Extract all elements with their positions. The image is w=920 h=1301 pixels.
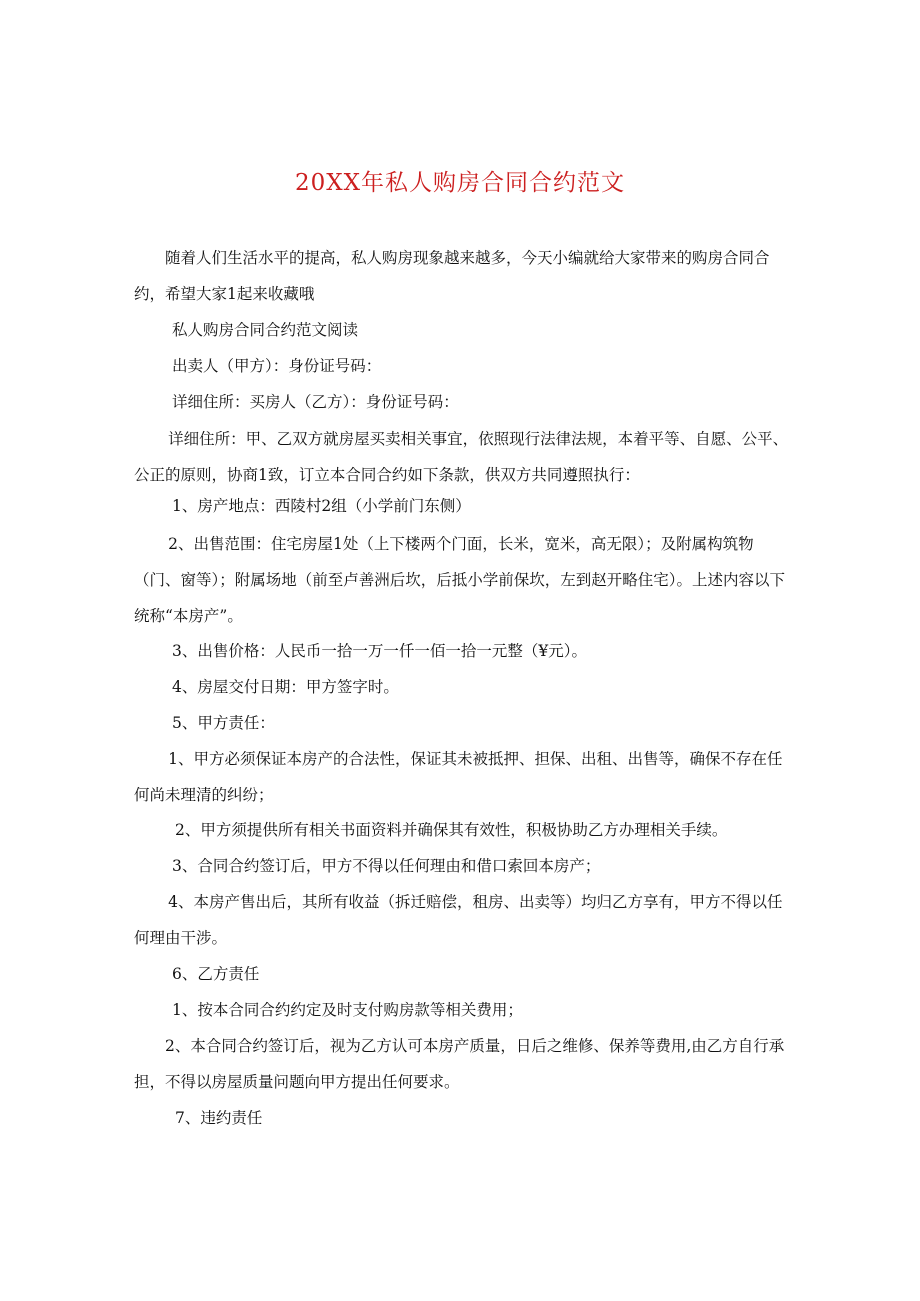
clause-5-party-a: 5、甲方责任： — [172, 714, 275, 732]
clause-5-2: 2、甲方须提供所有相关书面资料并确保其有效性，积极协助乙方办理相关手续。 — [175, 821, 728, 839]
clause-4-delivery: 4、房屋交付日期：甲方签字时。 — [172, 678, 399, 696]
seller-line: 出卖人（甲方）：身份证号码： — [172, 357, 382, 375]
reading-heading: 私人购房合同合约范文阅读 — [172, 321, 359, 339]
page-title: 20XX年私人购房合同合约范文 — [294, 170, 625, 196]
clause-5-3: 3、合同合约签订后，甲方不得以任何理由和借口索回本房产； — [172, 857, 601, 875]
clause-6-1: 1、按本合同合约约定及时支付购房款等相关费用； — [172, 1001, 523, 1019]
clause-3-price: 3、出售价格：人民币一拾一万一仟一佰一拾一元整（¥元）。 — [172, 642, 587, 660]
preamble-paragraph: 详细住所：甲、乙双方就房屋买卖相关事宜，依照现行法律法规，本着平等、自愿、公平、公正的原则，协商1致，订立本合同合约如下条款，供双方共同遵照执行： — [134, 430, 789, 484]
clause-1-location: 1、房产地点：西陵村2组（小学前门东侧） — [172, 497, 471, 515]
clause-2-scope: 2、出售范围：住宅房屋1处（上下楼两个门面，长米，宽米，高无限）；及附属构筑物（门、窗等）；附属场地（前至卢善洲后坎，后抵小学前保坎，左到赵开略住宅）。上述内容以下统称“本房产”。 — [134, 535, 786, 625]
clause-6-2: 2、本合同合约签订后，视为乙方认可本房产质量，日后之维修、保养等费用,由乙方自行承担，不得以房屋质量问题向甲方提出任何要求。 — [134, 1037, 785, 1091]
buyer-line: 详细住所：买房人（乙方）：身份证号码： — [172, 393, 459, 411]
clause-7-breach: 7、违约责任 — [175, 1109, 263, 1127]
clause-5-4: 4、本房产售出后，其所有收益（拆迁赔偿，租房、出卖等）均归乙方享有，甲方不得以任何理由干涉。 — [134, 893, 783, 947]
clause-6-party-b: 6、乙方责任 — [172, 965, 260, 983]
intro-paragraph: 随着人们生活水平的提高，私人购房现象越来越多，今天小编就给大家带来的购房合同合约，希望大家1起来收藏哦 — [134, 249, 770, 303]
clause-5-1: 1、甲方必须保证本房产的合法性，保证其未被抵押、担保、出租、出售等，确保不存在任何尚未理清的纠纷； — [134, 750, 783, 804]
